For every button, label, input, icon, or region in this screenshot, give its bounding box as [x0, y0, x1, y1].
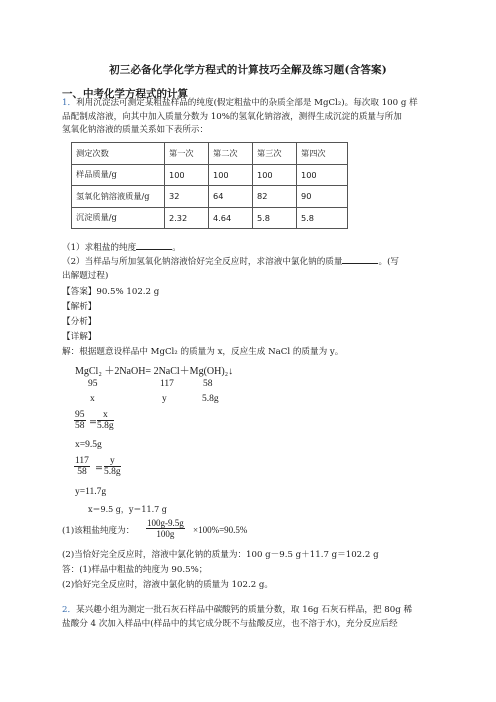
table-header-cell: 第二次: [209, 143, 253, 165]
question-1-stem: [62, 97, 448, 138]
nacl-calculation: (2)当恰好完全反应时，溶液中氯化钠的质量为：100 g－9.5 g＋11.7 g＝102.2 g: [62, 550, 379, 560]
table-cell: 氢氧化钠溶液质量/g: [72, 186, 165, 208]
table-cell: 沉淀质量/g: [72, 207, 165, 229]
table-header-cell: 测定次数: [72, 143, 165, 165]
table-cell: 100: [209, 164, 253, 186]
variable: y: [162, 394, 167, 404]
purity-label: (1)该粗盐纯度为：: [62, 526, 135, 536]
table-row: [72, 164, 348, 186]
section-heading: 一、中考化学方程式的计算: [62, 88, 188, 100]
detail-label: 【详解】: [62, 332, 97, 342]
table-cell: 2.32: [165, 207, 209, 229]
y-result: y=11.7g: [75, 487, 107, 497]
final-answer-1: 答：(1)样品中粗盐的纯度为 90.5%；: [62, 565, 208, 575]
table-cell: 100: [297, 164, 348, 186]
x-result: x=9.5g: [75, 440, 102, 450]
table-cell: 5.8: [253, 207, 297, 229]
table-header-cell: 第一次: [165, 143, 209, 165]
document-title: 初三必备化学化学方程式的计算技巧全解及练习题(含答案): [109, 64, 387, 76]
table-header-cell: 第三次: [253, 143, 297, 165]
fraction: $\frac{117}{58}$: [75, 456, 89, 477]
answer-blank: [136, 241, 172, 250]
answer-line: 【答案】90.5% 102.2 g: [62, 287, 160, 297]
fraction: $\frac{95}{58}$: [75, 410, 85, 431]
molar-mass: 95: [88, 379, 98, 389]
table-row: [72, 207, 348, 229]
table-cell: 5.8: [297, 207, 348, 229]
table-cell: 样品质量/g: [72, 164, 165, 186]
molar-mass: 58: [203, 379, 213, 389]
question-number: 2．: [62, 605, 77, 615]
table-row: [72, 186, 348, 208]
final-answer-2: (2)恰好完全反应时，溶液中氯化钠的质量为 102.2 g。: [62, 580, 274, 590]
xy-summary: x＝9.5 g，y＝11.7 g: [88, 505, 167, 514]
table-cell: 32: [165, 186, 209, 208]
analysis-label: 【解析】: [62, 302, 97, 312]
question-number: 1．: [62, 98, 77, 108]
answer-blank: [342, 255, 378, 264]
table-header-cell: 第四次: [297, 143, 348, 165]
fraction: $\frac{x}{5.8g}$: [97, 410, 114, 431]
fraction: $\frac{y}{5.8g}$: [104, 456, 121, 477]
data-table: [71, 142, 348, 229]
table-header-row: [72, 143, 348, 165]
analysis-label-2: 【分析】: [62, 317, 97, 327]
stem-line-1: 利用沉淀法可测定某粗盐样品的纯度(假定粗盐中的杂质全部是 MgCl₂)。每次取 100 g 样: [76, 98, 418, 108]
variable: 5.8g: [202, 394, 219, 404]
stem-line-3: 氢氧化钠溶液的质量关系如下表所示：: [62, 125, 209, 135]
solution-intro: 解：根据题意设样品中 MgCl₂ 的质量为 x，反应生成 NaCl 的质量为 y。: [62, 347, 344, 357]
table-cell: 82: [253, 186, 297, 208]
document-page: 初三必备化学化学方程式的计算技巧全解及练习题(含答案) 一、中考化学方程式的计算 1．利用沉淀法可测定某粗盐样品的纯度(假定粗盐中的杂质全部是 MgCl₂)。每次取 100 g 样 品配制成溶液，向其中加入质量分数为 10%的氢氧化钠溶液，测得生成沉淀的质量与所加 氢氧化钠溶液的质量关系如下表所示： 测定次数 第一次 第二次 第三次 第四次 样品质量/g 100 100 100 100 氢氧化钠溶液质量/g 32 64 82 90 沉淀质量/g 2.32 4.64 5.8 5.8 （1）求粗盐的纯度 。 （2）当样品与所加氢氧化钠溶液恰好完全反应时，求溶液中氯化钠的质量 。(写 出解题过程) 【答案】90.5% 102.2 g 【解析】 【分析】 【详解】 解：根据题意设样品中 MgCl₂ 的质量为 x，反应生成 NaCl 的质量为 y。 MgCl₂ ＋2NaOH= 2NaCl＋Mg(OH)₂↓ 95 117 58 x y 5.8g $\frac{95}{58}$ = $\frac{x}{5.8g}$ x=9.5g $\frac{117}{58}$ = $\frac{y}{5.8g}$ y=11.7g x＝9.5 g，y＝11.7 g (1)该粗盐纯度为： $\frac{100g-9.5g}{100g}$ ×100%=90.5% (2)当恰好完全反应时，溶液中氯化钠的质量为：100 g－9.5 g＋11.7 g＝102.2 g 答：(1)样品中粗盐的纯度为 90.5%； (2)恰好完全反应时，溶液中氯化钠的质量为 102.2 g。 2．某兴趣小组为测定一批石灰石样品中碳酸钙的质量分数，取 16g 石灰石样品，把 80g 稀 盐酸分 4 次加入样品中(样品中的其它成分既不与盐酸反应，也不溶于水)，充分反应后经: [0, 0, 496, 702]
table-cell: 64: [209, 186, 253, 208]
question-2-stem: 2．某兴趣小组为测定一批石灰石样品中碳酸钙的质量分数，取 16g 石灰石样品，把 80g 稀 盐酸分 4 次加入样品中(样品中的其它成分既不与盐酸反应，也不溶于水)，充分反应后经: [62, 605, 413, 629]
sub-question-2: （2）当样品与所加氢氧化钠溶液恰好完全反应时，求溶液中氯化钠的质量 。(写 出解题过程): [62, 257, 400, 281]
purity-fraction: $\frac{100g-9.5g}{100g}$: [147, 518, 184, 539]
molar-mass: 117: [160, 379, 174, 389]
chemical-equation: MgCl₂ ＋2NaOH= 2NaCl＋Mg(OH)₂↓: [75, 366, 234, 377]
variable: x: [90, 394, 95, 404]
table-cell: 4.64: [209, 207, 253, 229]
sub-question-1: （1）求粗盐的纯度 。: [62, 243, 181, 253]
purity-result: ×100%=90.5%: [193, 525, 248, 535]
stem-line-2: 品配制成溶液，向其中加入质量分数为 10%的氢氧化钠溶液，测得生成沉淀的质量与所加: [62, 111, 402, 122]
table-cell: 90: [297, 186, 348, 208]
table-cell: 100: [253, 164, 297, 186]
table-cell: 100: [165, 164, 209, 186]
